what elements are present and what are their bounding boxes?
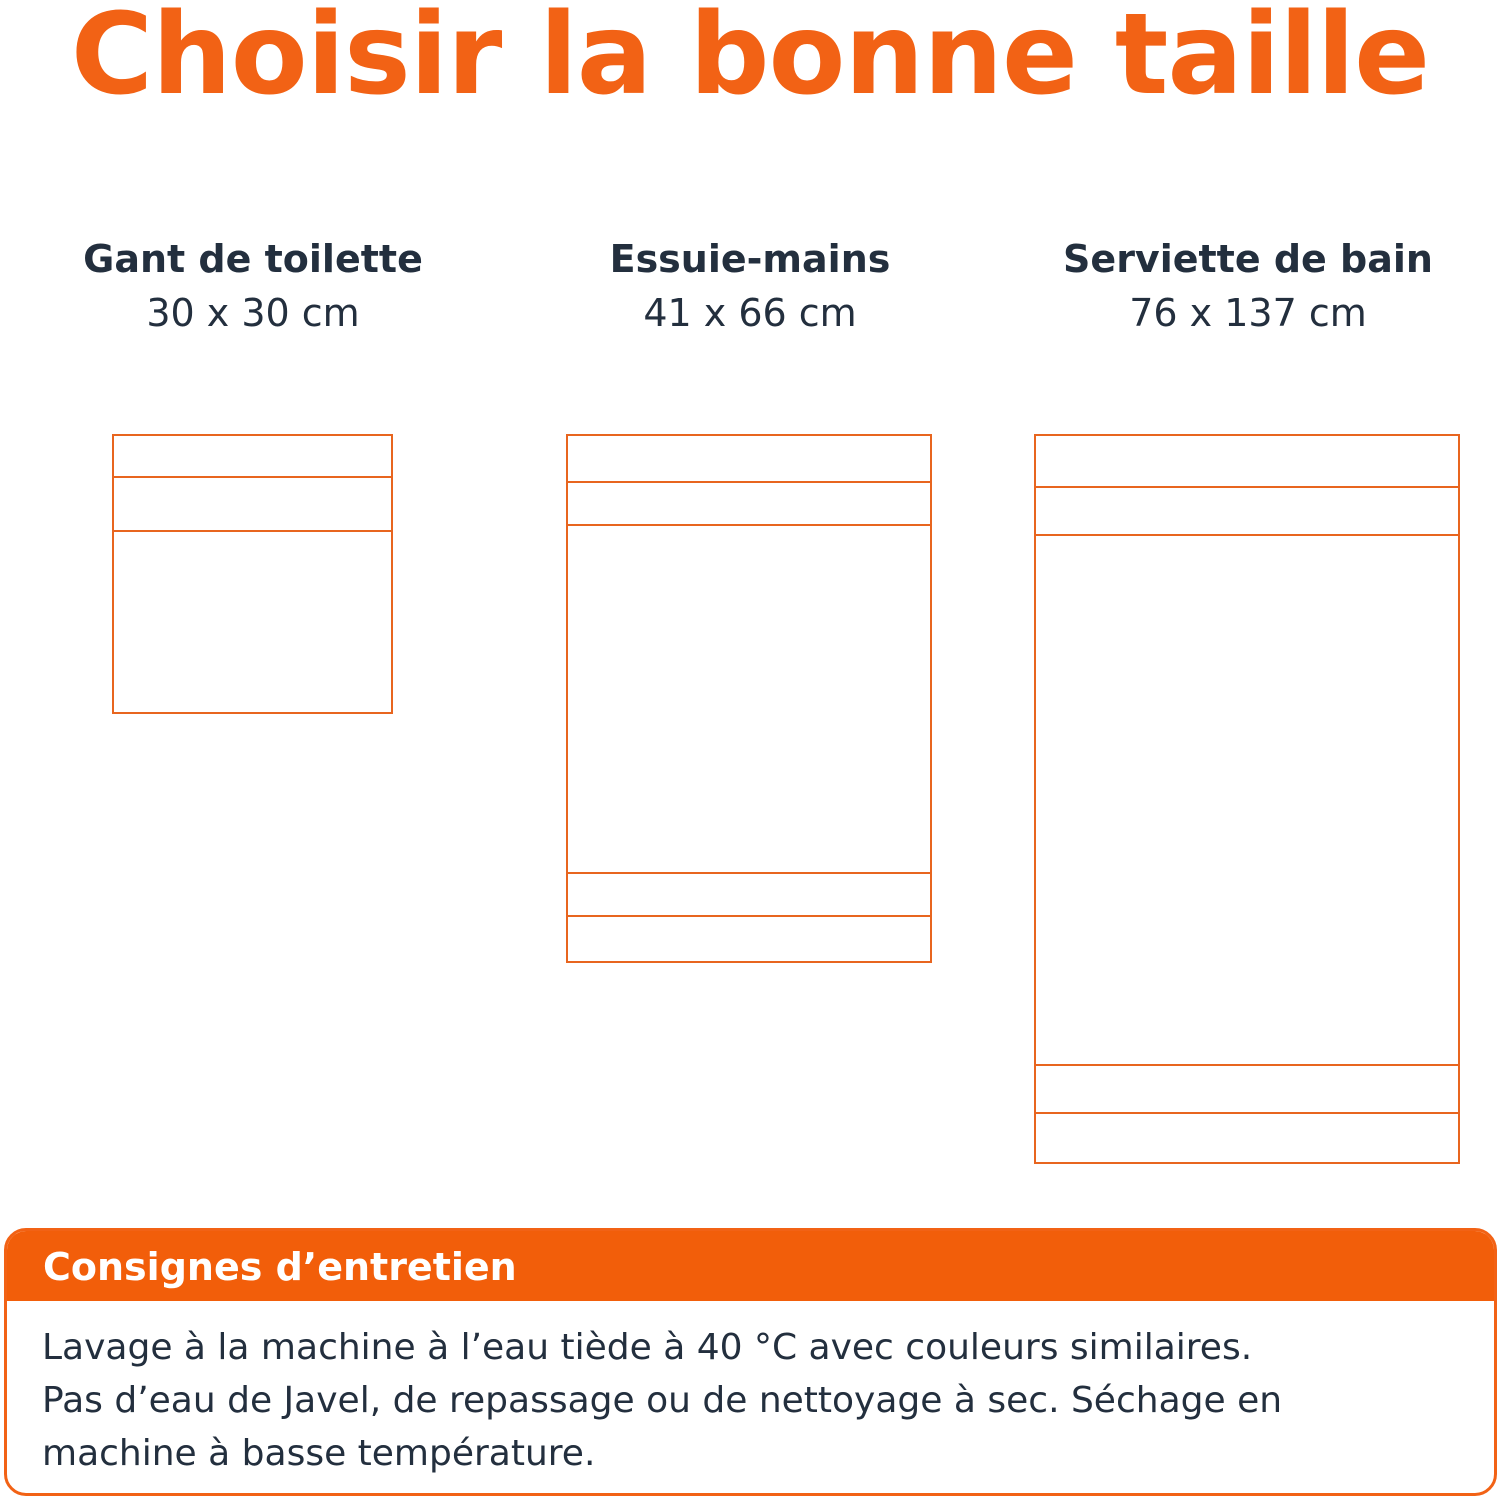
towel-band [114,476,391,532]
care-line: Pas d’eau de Javel, de repassage ou de nettoyage à sec. Séchage en [42,1380,1283,1421]
size-dimensions: 41 x 66 cm [643,291,857,335]
hand-towel-outline [566,434,932,963]
size-dimensions: 76 x 137 cm [1129,291,1367,335]
size-label-washcloth [33,232,473,340]
size-dimensions: 30 x 30 cm [146,291,360,335]
care-line: Lavage à la machine à l’eau tiède à 40 °C avec couleurs similaires. [42,1327,1253,1368]
care-instructions-body [7,1301,1494,1480]
washcloth-outline [112,434,393,714]
care-line: machine à basse température. [42,1433,596,1474]
towel-band [568,872,930,917]
size-name: Serviette de bain [1063,237,1433,281]
page-title: Choisir la bonne taille [70,0,1430,120]
towel-band [568,481,930,526]
care-instructions-header: Consignes d’entretien [7,1231,1494,1301]
size-name: Gant de toilette [83,237,423,281]
size-name: Essuie-mains [609,237,891,281]
bath-towel-outline [1034,434,1460,1164]
size-label-hand-towel [530,232,970,340]
towel-band [1036,1064,1458,1114]
size-label-bath-towel [1028,232,1468,340]
care-instructions-box [4,1228,1497,1496]
towel-band [1036,486,1458,536]
